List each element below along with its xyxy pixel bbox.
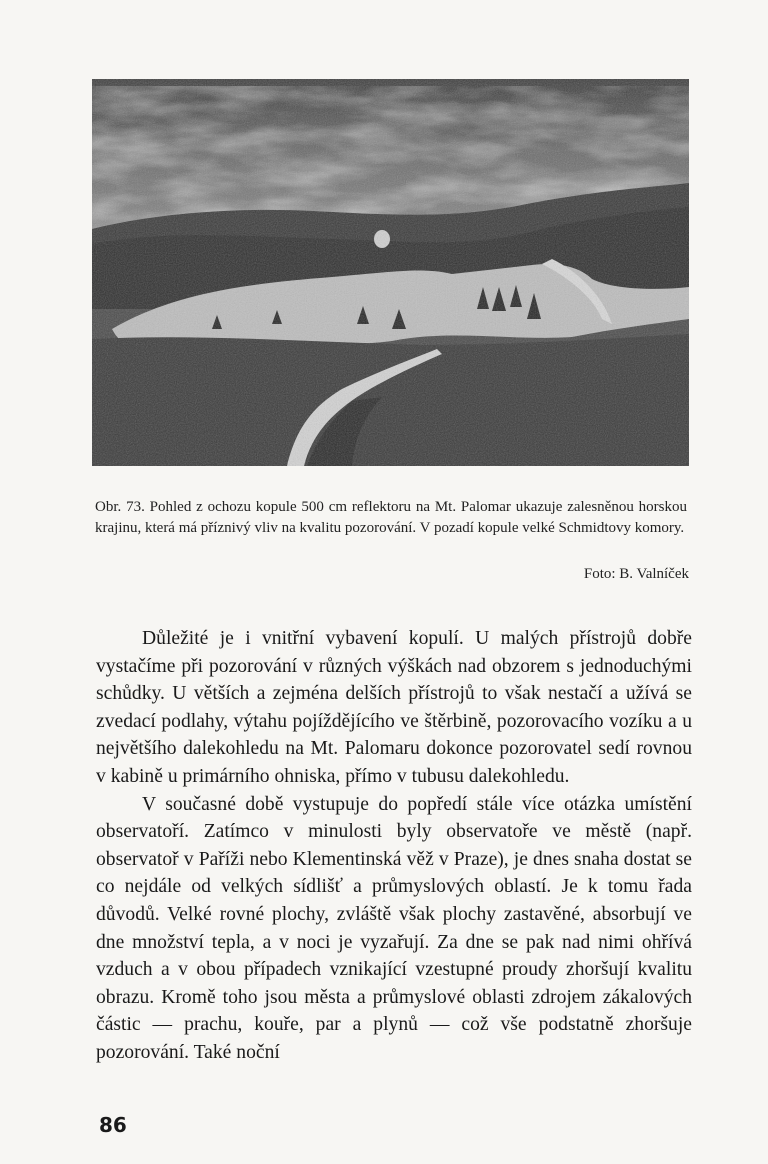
landscape-photo-illustration (92, 79, 689, 466)
figure-photo (92, 79, 689, 466)
caption-text: Obr. 73. Pohled z ochozu kopule 500 cm reflektoru na Mt. Palomar ukazuje zalesněnou horskou krajinu, která má příznivý vliv na kvalitu pozorování. V pozadí kopule velké Schmidtovy komory. (95, 499, 687, 536)
photo-credit: Foto: B. Valníček (583, 566, 689, 582)
page-number: 86 (99, 1113, 127, 1137)
paragraph: V současné době vystupuje do popředí stále více otázka umístění observatoří. Zatímco v minulosti byly observatoře ve městě (např. observatoř v Paříži nebo Klementinská věž v Praze), je dnes snaha dostat se co nejdále od velkých sídlišť a průmyslových oblastí. Je k tomu řada důvodů. Velké rovné plochy, zvláště však plochy zastavěné, absorbují ve dne množství tepla, a v noci je vyzařují. Za dne se pak nad nimi ohřívá vzduch a v obou případech vznikající vzestupné proudy zhoršují kvalitu obrazu. Kromě toho jsou města a průmyslové oblasti zdrojem zákalových částic — prachu, kouře, par a plynů — což vše podstatně zhoršuje pozorování. Také noční (96, 793, 692, 1063)
body-text (96, 625, 692, 1067)
figure-caption (95, 497, 687, 539)
paragraph: Důležité je i vnitřní vybavení kopulí. U malých přístrojů dobře vystačíme při pozorování v různých výškách nad obzorem s jednoduchými schůdky. U větších a zejména delších přístrojů to však nestačí a užívá se zvedací podlahy, výtahu pojíždějícího ve štěrbině, pozorovacího vozíku a u největšího dalekohledu na Mt. Palomaru dokonce pozorovatel sedí rovnou v kabině u primárního ohniska, přímo v tubusu dalekohledu. (96, 628, 692, 787)
